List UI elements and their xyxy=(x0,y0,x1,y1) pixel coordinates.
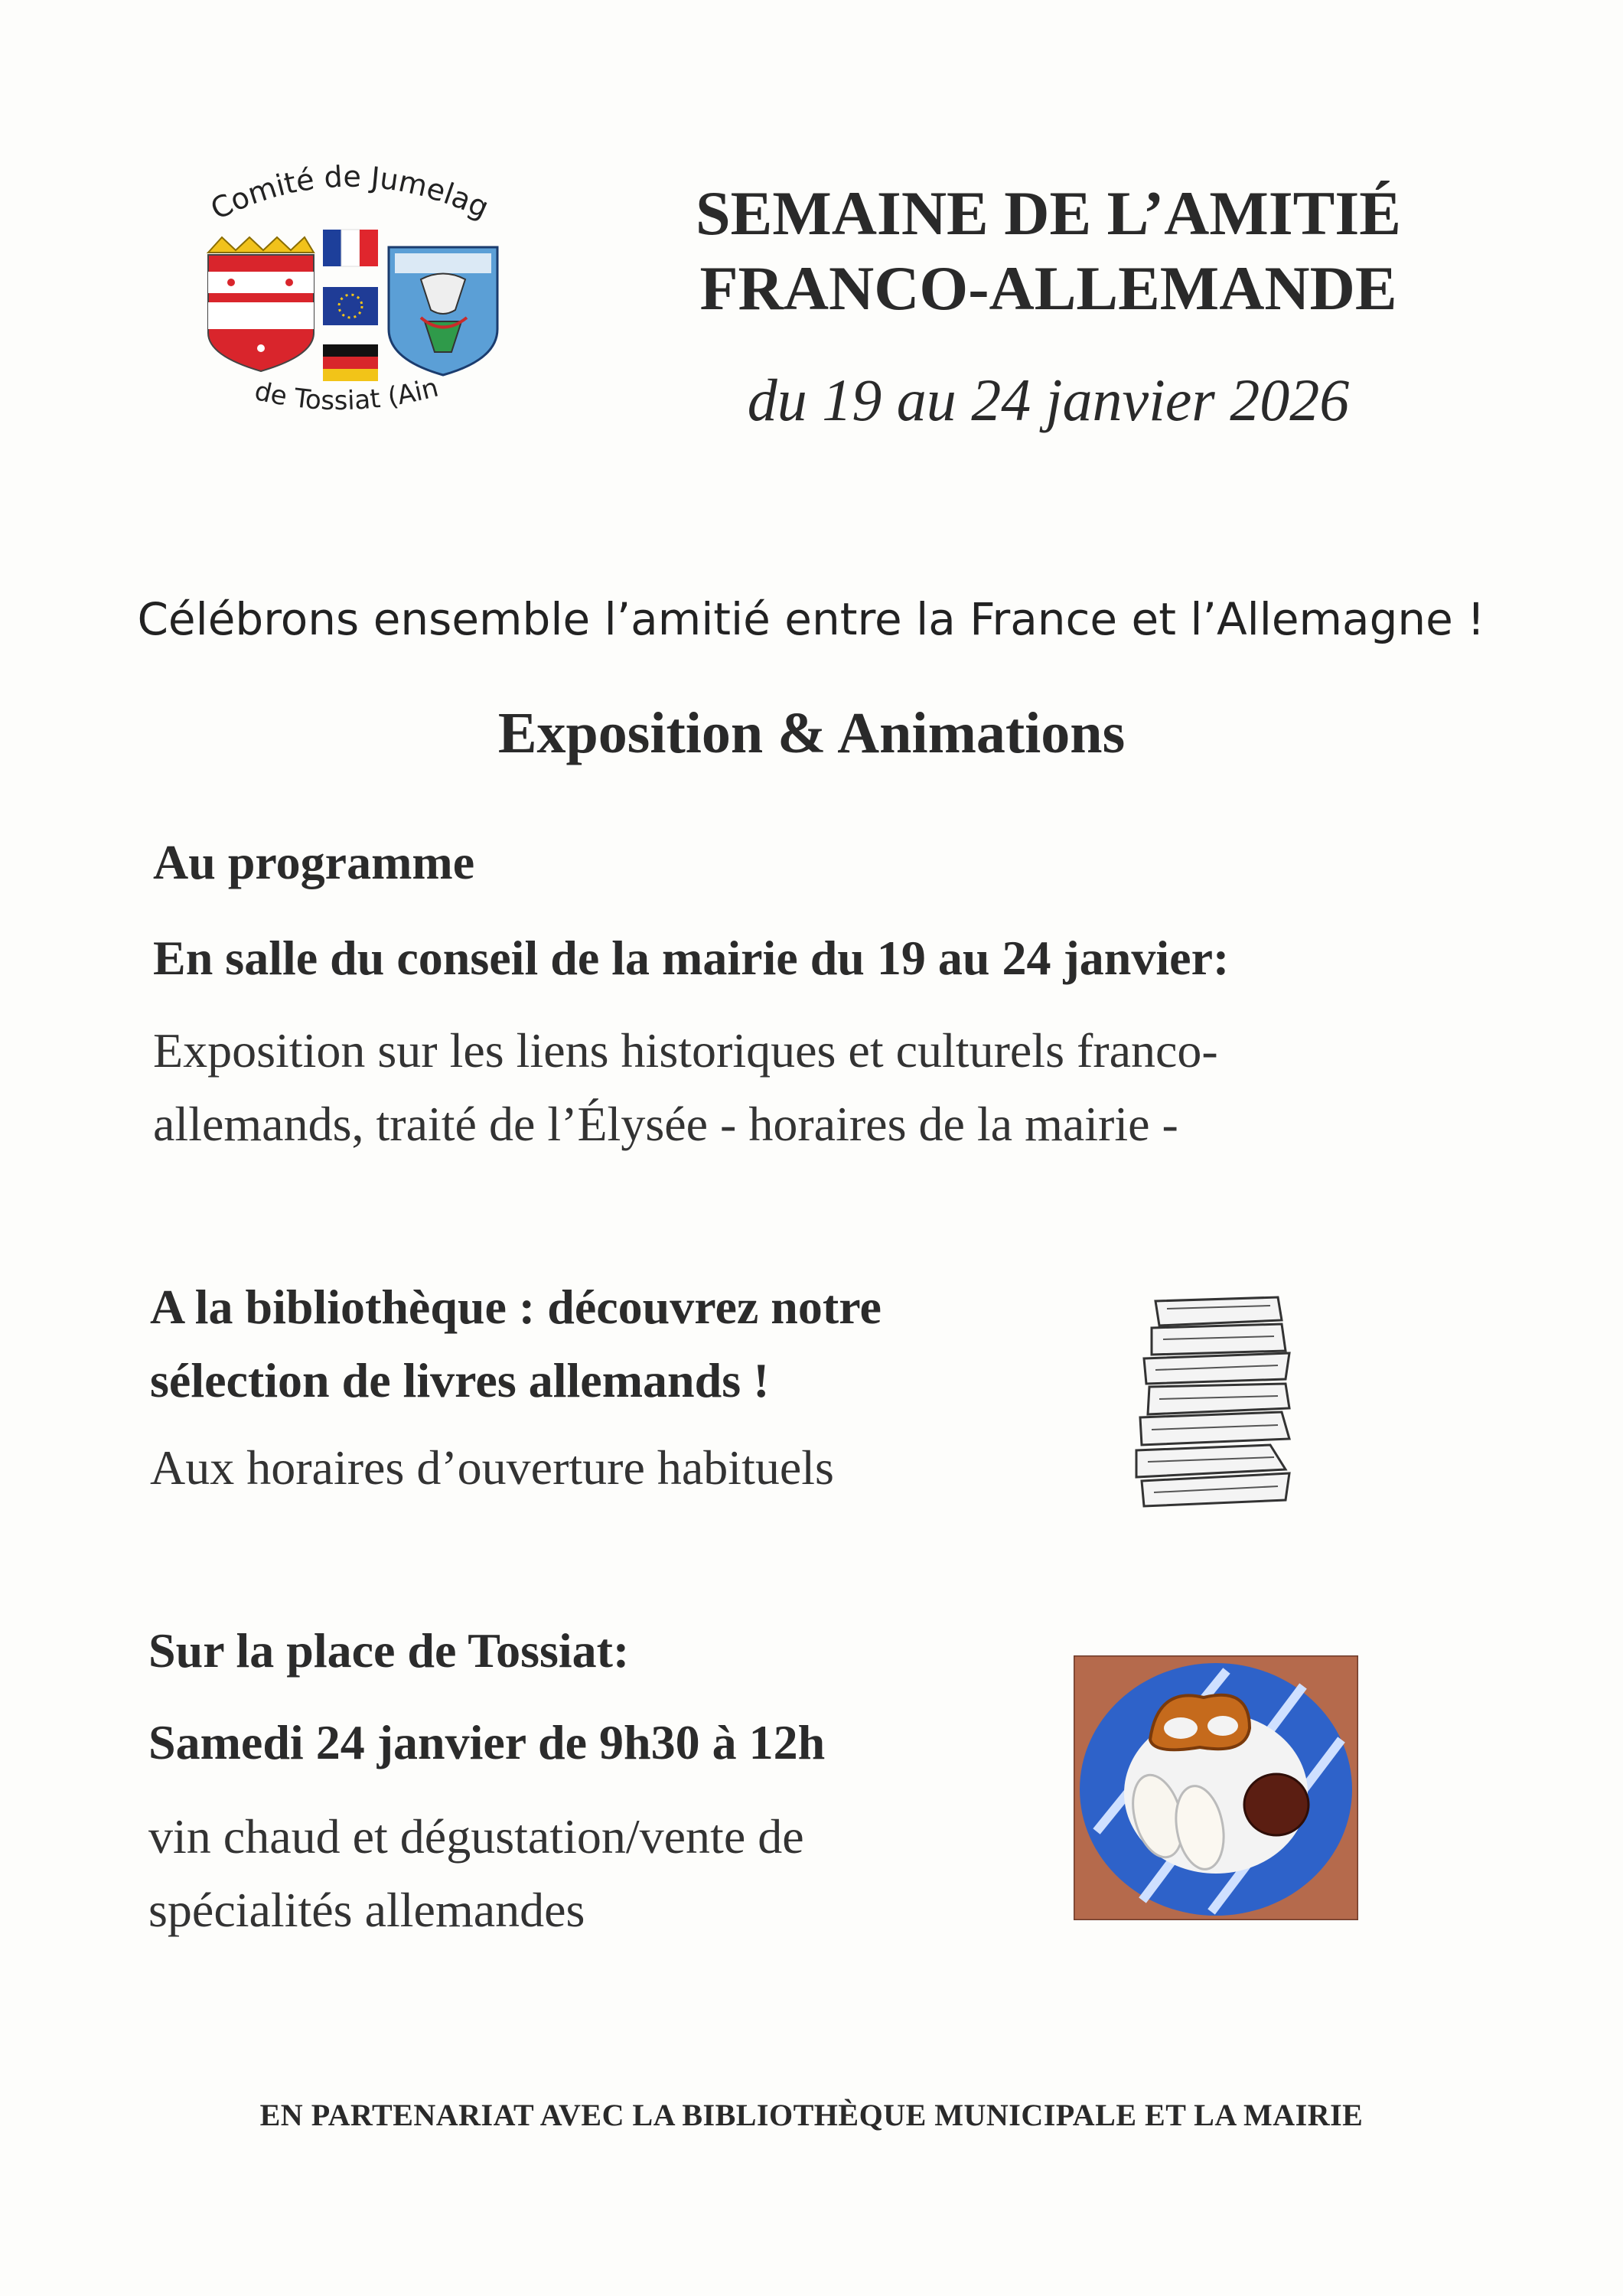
pretzel-sausage-plate-image xyxy=(1074,1655,1358,1920)
place-heading: Sur la place de Tossiat: xyxy=(148,1623,630,1678)
bibliotheque-line1: A la bibliothèque : découvrez notre xyxy=(150,1280,882,1334)
logo-arc-bottom-text: de Tossiat (Ain xyxy=(252,372,442,417)
bibliotheque-line2: sélection de livres allemands ! xyxy=(150,1353,770,1407)
event-title xyxy=(627,176,1469,326)
bibliotheque-heading xyxy=(150,1270,1068,1417)
exposition-line2: allemands, traité de l’Élysée - horaires de la mairie - xyxy=(153,1097,1178,1151)
vin-chaud-line1: vin chaud et dégustation/vente de xyxy=(148,1809,804,1864)
vin-chaud-line2: spécialités allemandes xyxy=(148,1883,585,1937)
partner-town-coat-of-arms-icon xyxy=(389,247,497,375)
logo-arc-top-text: Comité de Jumelag xyxy=(205,165,494,227)
vin-chaud-text xyxy=(148,1800,1067,1947)
books-stack-icon xyxy=(1133,1293,1301,1515)
samedi-heading: Samedi 24 janvier de 9h30 à 12h xyxy=(148,1715,826,1769)
event-title-line1: SEMAINE DE L’AMITIÉ xyxy=(696,178,1401,248)
event-title-line2: FRANCO-ALLEMANDE xyxy=(699,253,1397,323)
eu-flag-icon xyxy=(323,287,378,325)
exposition-line1: Exposition sur les liens historiques et culturels franco- xyxy=(153,1023,1218,1078)
france-flag-icon xyxy=(323,230,378,266)
subtitle: Exposition & Animations xyxy=(497,701,1126,765)
exposition-text xyxy=(153,1014,1454,1161)
logo-graphic xyxy=(191,165,520,440)
partnership-footer: EN PARTENARIAT AVEC LA BIBLIOTHÈQUE MUNICIPALE ET LA MAIRIE xyxy=(259,2098,1364,2132)
salle-heading: En salle du conseil de la mairie du 19 au 24 janvier: xyxy=(153,931,1230,985)
program-heading: Au programme xyxy=(153,835,475,889)
event-dates: du 19 au 24 janvier 2026 xyxy=(747,367,1350,433)
tagline: Célébrons ensemble l’amitié entre la France et l’Allemagne ! xyxy=(137,593,1485,645)
germany-flag-icon xyxy=(323,344,378,381)
bibliotheque-hours: Aux horaires d’ouverture habituels xyxy=(150,1440,834,1495)
tossiat-coat-of-arms-icon xyxy=(208,237,314,371)
comite-jumelage-logo xyxy=(191,165,520,440)
